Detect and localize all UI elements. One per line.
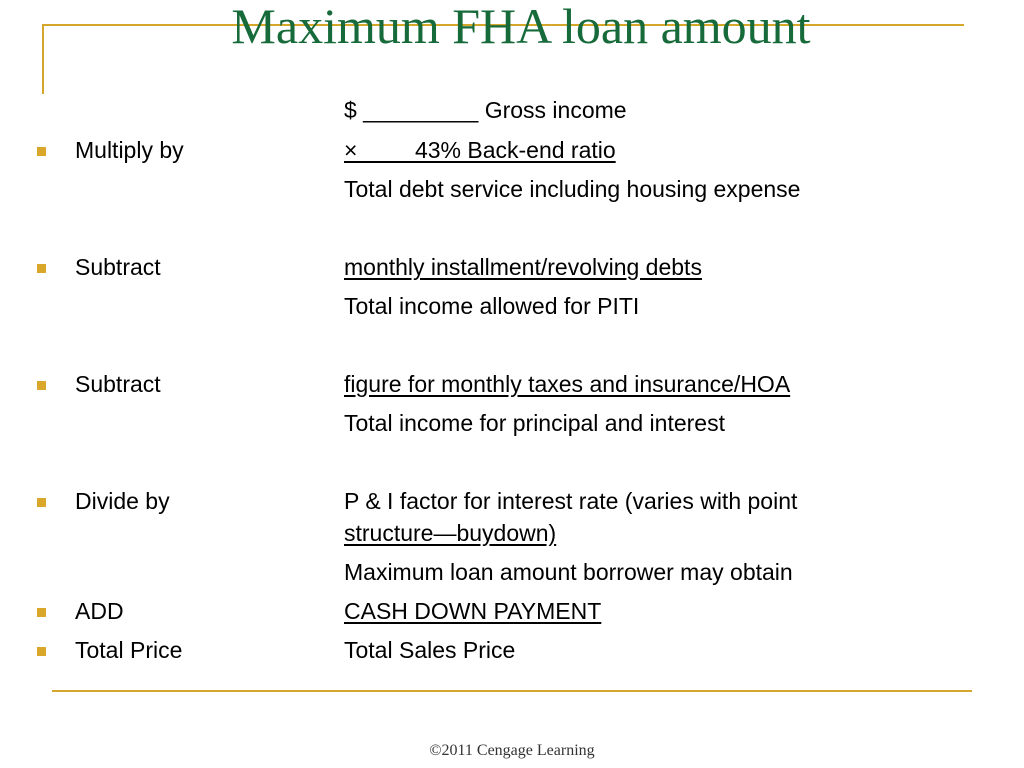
subtract-label: Subtract bbox=[75, 254, 161, 280]
subtract-debts-value: monthly installment/revolving debts bbox=[344, 254, 702, 280]
divide-value-line2: structure—buydown) bbox=[344, 520, 557, 546]
total-sales-price: Total Sales Price bbox=[344, 637, 516, 663]
add-label: ADD bbox=[75, 598, 124, 624]
total-income-pi: Total income for principal and interest bbox=[344, 410, 725, 436]
bullet-square-icon bbox=[37, 264, 46, 273]
divide-value-line1: P & I factor for interest rate (varies with point bbox=[344, 488, 798, 514]
total-income-piti: Total income allowed for PITI bbox=[344, 293, 640, 319]
multiply-label: Multiply by bbox=[75, 137, 184, 163]
total-debt-service: Total debt service including housing expense bbox=[344, 176, 801, 202]
gross-income-line: $ _________ Gross income bbox=[344, 97, 627, 123]
subtract-taxes-value: figure for monthly taxes and insurance/HOA bbox=[344, 371, 791, 397]
bullet-square-icon bbox=[37, 647, 46, 656]
bullet-square-icon bbox=[37, 147, 46, 156]
slide-title: Maximum FHA loan amount bbox=[231, 0, 811, 54]
bullet-square-icon bbox=[37, 498, 46, 507]
divide-label: Divide by bbox=[75, 488, 170, 514]
bottom-rule bbox=[52, 690, 972, 692]
subtract-label: Subtract bbox=[75, 371, 161, 397]
total-price-label: Total Price bbox=[75, 637, 183, 663]
bullet-square-icon bbox=[37, 381, 46, 390]
cash-down-payment: CASH DOWN PAYMENT bbox=[344, 598, 602, 624]
multiply-value: × 43% Back-end ratio bbox=[344, 137, 616, 163]
bullet-square-icon bbox=[37, 608, 46, 617]
max-loan-amount: Maximum loan amount borrower may obtain bbox=[344, 559, 793, 585]
copyright-footer: ©2011 Cengage Learning bbox=[429, 742, 595, 759]
